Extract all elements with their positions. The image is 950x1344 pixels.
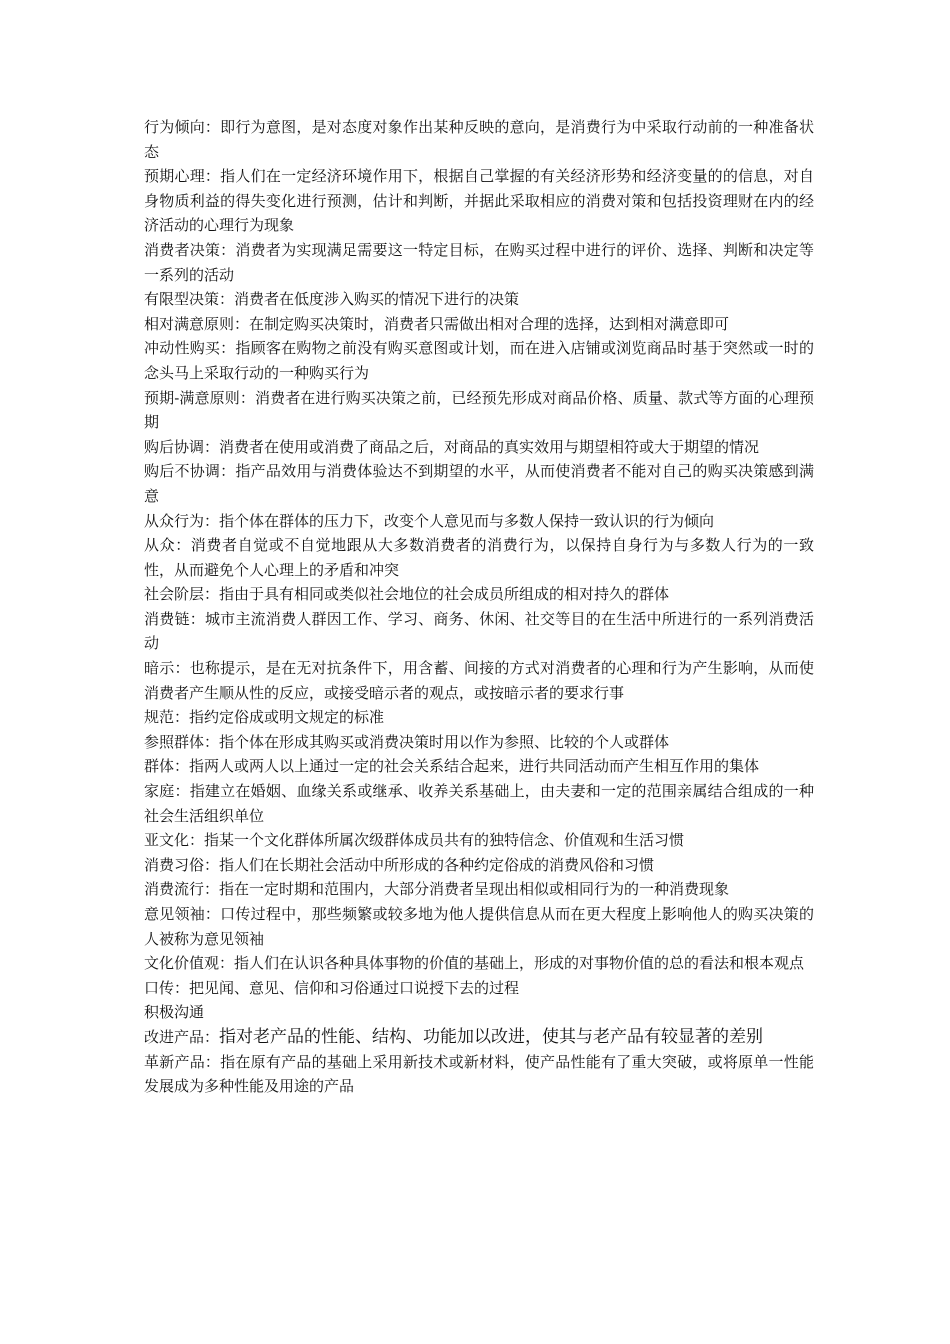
definition: 指在一定时期和范围内，大部分消费者呈现出相似或相同行为的一种消费现象 (219, 880, 730, 899)
glossary-entry-norm (144, 705, 814, 730)
glossary-entry-active-communication (144, 1000, 814, 1025)
glossary-entry-behavior-tendency (144, 115, 814, 164)
glossary-entry-conformity-behavior (144, 509, 814, 534)
term: 预期-满意原则： (144, 388, 255, 407)
term: 预期心理： (144, 167, 221, 186)
term: 有限型决策： (144, 290, 235, 309)
definition: 指人们在长期社会活动中所形成的各种约定俗成的消费风俗和习惯 (219, 855, 655, 874)
term: 行为倾向： (144, 118, 221, 136)
definition: 消费者在低度涉入购买的情况下进行的决策 (234, 290, 520, 309)
glossary-entry-family (144, 779, 814, 828)
glossary-entry-post-purchase-dissonance (144, 459, 814, 508)
glossary-entry-reference-group (144, 730, 814, 755)
term: 口传： (144, 978, 190, 997)
glossary-entry-expectation-psychology (144, 164, 814, 238)
definition: 指两人或两人以上通过一定的社会关系结合起来，进行共同活动而产生相互作用的集体 (189, 757, 760, 776)
glossary-entry-consumption-custom (144, 853, 814, 878)
definition: 指由于具有相同或类似社会地位的社会成员所组成的相对持久的群体 (219, 585, 670, 604)
glossary-entry-consumption-chain (144, 607, 814, 656)
term: 消费流行： (144, 880, 220, 899)
glossary-text (144, 115, 814, 1099)
glossary-entry-word-of-mouth (144, 976, 814, 1001)
definition: 指顾客在购物之前没有购买意图或计划，而在进入店铺或浏览商品时基于突然或一时的念头马上采取行动的一种购买行为 (144, 339, 814, 382)
definition: 指个体在群体的压力下，改变个人意见而与多数人保持一致认识的行为倾向 (219, 511, 715, 530)
definition: 口传过程中，那些频繁或较多地为他人提供信息从而在更大程度上影响他人的购买决策的人被称为意见领袖 (144, 905, 814, 948)
term: 冲动性购买： (144, 339, 236, 358)
term: 改进产品： (144, 1027, 220, 1046)
definition: 指对老产品的性能、结构、功能加以改进，使其与老产品有较显著的差别 (219, 1026, 764, 1047)
term: 暗示： (144, 659, 190, 678)
glossary-entry-opinion-leader (144, 902, 814, 951)
definition: 消费者在使用或消费了商品之后，对商品的真实效用与期望相符或大于期望的情况 (219, 437, 760, 456)
glossary-entry-impulse-buying (144, 336, 814, 385)
glossary-entry-conformity (144, 533, 814, 582)
term: 购后不协调： (144, 462, 236, 481)
term: 家庭： (144, 782, 190, 801)
definition: 指人们在一定经济环境作用下，根据自己掌握的有关经济形势和经济变量的的信息，对自身物质利益的得失变化进行预测，估计和判断，并据此采取相应的消费对策和包括投资理财在内的经济活动的心理行为现象 (144, 167, 814, 235)
term: 相对满意原则： (144, 314, 250, 333)
term: 从众行为： (144, 511, 220, 530)
term: 购后协调： (144, 437, 220, 456)
term: 消费者决策： (144, 240, 236, 259)
glossary-entry-expectation-satisfaction (144, 386, 814, 435)
definition: 指个体在形成其购买或消费决策时用以作为参照、比较的个人或群体 (219, 732, 670, 751)
definition: 消费者在进行购买决策之前，已经预先形成对商品价格、质量、款式等方面的心理预期 (144, 388, 814, 432)
term: 消费链： (144, 609, 205, 628)
term: 消费习俗： (144, 855, 220, 874)
glossary-entry-cultural-values (144, 951, 814, 976)
term: 规范： (144, 708, 190, 727)
term: 积极沟通 (144, 1003, 205, 1022)
definition: 指建立在婚姻、血缘关系或继承、收养关系基础上，由夫妻和一定的范围亲属结合组成的一种社会生活组织单位 (144, 782, 814, 825)
glossary-entry-innovative-product (144, 1050, 814, 1099)
glossary-entry-consumption-trend (144, 877, 814, 902)
term: 亚文化： (144, 831, 205, 850)
definition: 指人们在认识各种具体事物的价值的基础上，形成的对事物价值的总的看法和根本观点 (234, 954, 805, 973)
definition: 指在原有产品的基础上采用新技术或新材料，使产品性能有了重大突破，或将原单一性能发展成为多种性能及用途的产品 (144, 1052, 814, 1096)
definition: 即行为意图，是对态度对象作出某种反映的意向，是消费行为中采取行动前的一种准备状态 (144, 118, 814, 161)
term: 参照群体： (144, 732, 220, 751)
definition: 在制定购买决策时，消费者只需做出相对合理的选择，达到相对满意即可 (249, 314, 730, 333)
term: 文化价值观： (144, 954, 235, 973)
term: 革新产品： (144, 1052, 221, 1071)
definition: 消费者为实现满足需要这一特定目标，在购买过程中进行的评价、选择、判断和决定等一系列的活动 (144, 240, 814, 284)
term: 群体： (144, 757, 190, 776)
term: 从众： (144, 536, 191, 555)
definition: 消费者自觉或不自觉地跟从大多数消费者的消费行为，以保持自身行为与多数人行为的一致性，从而避免个人心理上的矛盾和冲突 (144, 536, 814, 579)
definition: 指产品效用与消费体验达不到期望的水平，从而使消费者不能对自己的购买决策感到满意 (144, 462, 814, 505)
term: 意见领袖： (144, 905, 221, 923)
glossary-entry-consumer-decision (144, 238, 814, 287)
definition: 也称提示，是在无对抗条件下，用含蓄、间接的方式对消费者的心理和行为产生影响，从而使消费者产生顺从性的反应，或接受暗示者的观点，或按暗示者的要求行事 (144, 659, 814, 702)
glossary-entry-relative-satisfaction (144, 312, 814, 337)
definition: 把见闻、意见、信仰和习俗通过口说授下去的过程 (189, 978, 520, 997)
glossary-entry-social-class (144, 582, 814, 607)
glossary-entry-limited-decision (144, 287, 814, 312)
definition: 城市主流消费人群因工作、学习、商务、休闲、社交等目的在生活中所进行的一系列消费活动 (144, 609, 814, 653)
glossary-entry-suggestion (144, 656, 814, 705)
term: 社会阶层： (144, 585, 220, 604)
definition: 指约定俗成或明文规定的标准 (189, 708, 385, 727)
glossary-entry-group (144, 754, 814, 779)
glossary-entry-subculture (144, 828, 814, 853)
glossary-entry-improved-product (144, 1025, 814, 1050)
glossary-entry-post-purchase-consonance (144, 435, 814, 460)
definition: 指某一个文化群体所属次级群体成员共有的独特信念、价值观和生活习惯 (204, 831, 685, 850)
